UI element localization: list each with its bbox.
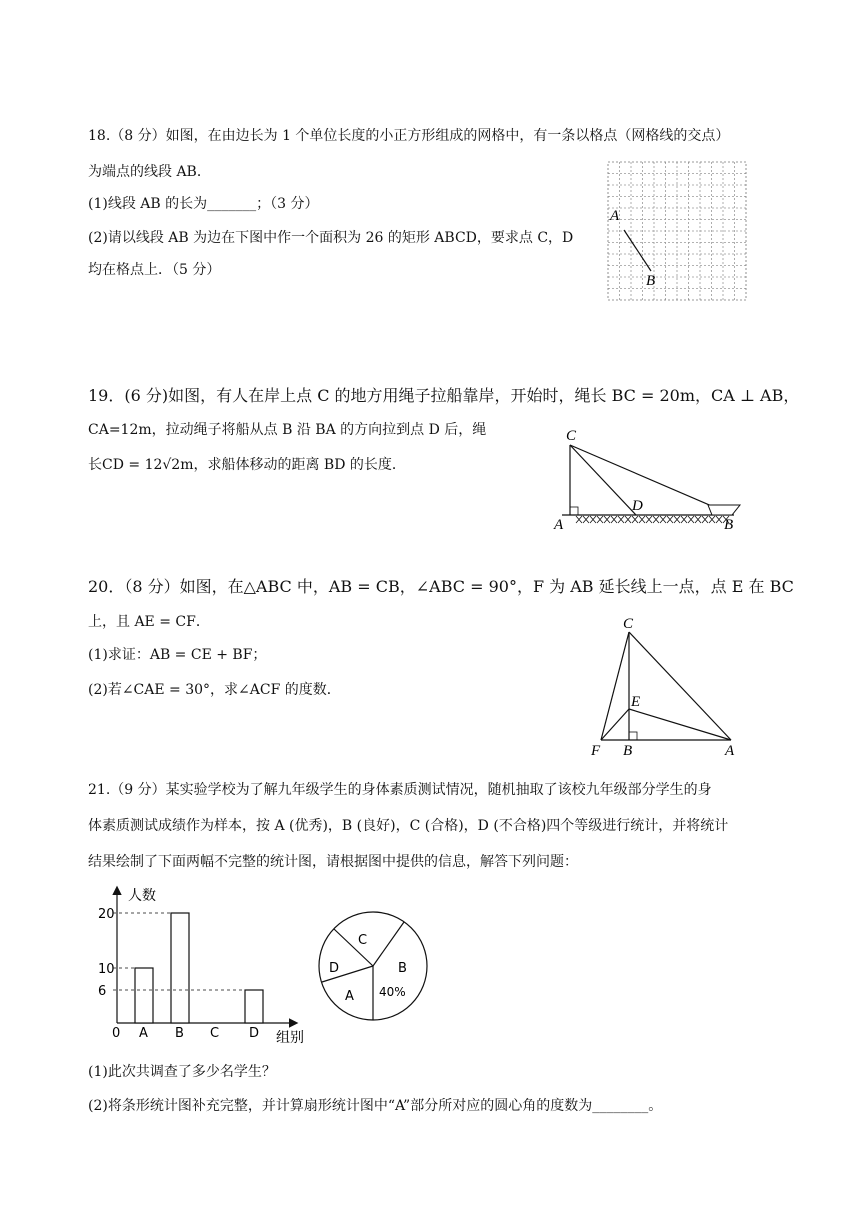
q21-sub2: (2)将条形统计图补充完整，并计算扇形统计图中“A”部分所对应的圆心角的度数为________。 xyxy=(88,1098,663,1114)
label-b: B xyxy=(724,517,734,533)
y-tick-10: 10 xyxy=(98,962,115,977)
label-a: A xyxy=(554,517,564,533)
q18-line5: 均在格点上．（5 分） xyxy=(88,262,221,278)
q21-line3: 结果绘制了下面两幅不完整的统计图，请根据图中提供的信息，解答下列问题： xyxy=(88,854,578,870)
origin-label: 0 xyxy=(112,1026,121,1041)
segment-ab xyxy=(624,230,651,271)
pie-label-c: C xyxy=(358,933,368,948)
q20-line4: (2)若∠CAE = 30°，求∠ACF 的度数． xyxy=(88,682,341,698)
label-e: E xyxy=(631,694,641,710)
y-tick-20: 20 xyxy=(98,907,115,922)
q18-line1: 18.（8 分）如图，在由边长为 1 个单位长度的小正方形组成的网格中，有一条以格点（网格线的交点） xyxy=(88,128,730,144)
x-tick-D: D xyxy=(249,1026,260,1041)
q21-line2: 体素质测试成绩作为样本，按 A (优秀)，B (良好)，C (合格)，D (不合格)四个等级进行统计，并将统计 xyxy=(88,818,729,834)
label-d: D xyxy=(632,498,643,514)
pie-label-d: D xyxy=(329,961,340,976)
q20-line2: 上，且 AE = CF． xyxy=(88,614,210,630)
label-c: C xyxy=(623,616,634,632)
q20-line1: 20．（8 分）如图，在△ABC 中，AB = CB，∠ABC = 90°，F 为 AB 延长线上一点，点 E 在 BC xyxy=(88,577,794,596)
q20-triangle-figure xyxy=(585,612,745,762)
y-axis-label: 人数 xyxy=(128,888,156,904)
q18-line4: (2)请以线段 AB 为边在下图中作一个面积为 26 的矩形 ABCD，要求点 C，D xyxy=(88,230,574,246)
label-b: B xyxy=(646,273,656,289)
q18-grid-figure xyxy=(598,158,758,303)
pie-label-a: A xyxy=(345,989,354,1004)
label-a: A xyxy=(610,208,620,224)
boat xyxy=(708,505,740,515)
x-tick-C: C xyxy=(210,1026,220,1041)
label-f: F xyxy=(591,743,601,759)
label-a: A xyxy=(725,743,735,759)
y-tick-6: 6 xyxy=(98,984,107,999)
pie-chart xyxy=(312,910,442,1030)
x-axis-label: 组别 xyxy=(276,1030,304,1046)
q19-line1: 19．(6 分)如图，有人在岸上点 C 的地方用绳子拉船靠岸，开始时，绳长 BC = 20m，CA ⊥ AB， xyxy=(88,386,800,405)
q19-line3: 长CD = 12√2m，求船体移动的距离 BD 的长度． xyxy=(88,457,406,473)
pie-label-b: B xyxy=(398,961,407,976)
label-c: C xyxy=(566,428,577,444)
q18-line3: (1)线段 AB 的长为_______；（3 分） xyxy=(88,196,319,212)
q19-boat-figure xyxy=(548,425,748,535)
q18-line2: 为端点的线段 AB． xyxy=(88,164,211,180)
bar-A xyxy=(135,968,153,1023)
q19-line2: CA=12m，拉动绳子将船从点 B 沿 BA 的方向拉到点 D 后，绳 xyxy=(88,422,487,438)
q20-line3: (1)求证：AB = CE + BF； xyxy=(88,647,267,663)
bar-chart xyxy=(90,880,310,1050)
bar-B xyxy=(171,913,189,1023)
q21-sub1: (1)此次共调查了多少名学生？ xyxy=(88,1064,276,1080)
pie-annotation-b: 40% xyxy=(379,985,406,999)
x-tick-A: A xyxy=(139,1026,148,1041)
label-b: B xyxy=(623,743,633,759)
q21-line1: 21.（9 分）某实验学校为了解九年级学生的身体素质测试情况，随机抽取了该校九年级部分学生的身 xyxy=(88,782,712,798)
bar-D xyxy=(245,990,263,1023)
x-tick-B: B xyxy=(175,1026,184,1041)
